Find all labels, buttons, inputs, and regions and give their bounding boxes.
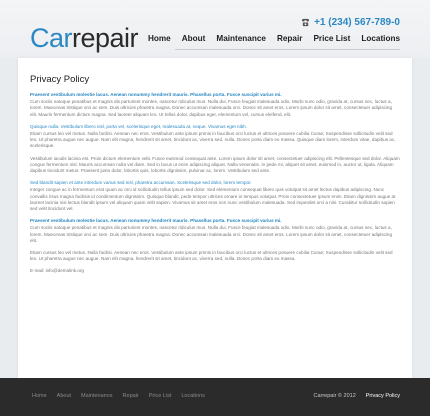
footer-link-about[interactable]: About: [56, 393, 72, 399]
footer-right: [313, 393, 400, 399]
nav-item-repair[interactable]: Repair: [276, 34, 303, 43]
contact-email[interactable]: E-mail: info@demolink.org: [30, 268, 84, 274]
footer-link-maintenance[interactable]: Maintenance: [81, 393, 113, 399]
phone-icon: [301, 18, 310, 27]
footer-nav: [32, 393, 205, 399]
page-title: Privacy Policy: [30, 74, 90, 85]
policy-text: Vestibulum iaculis lacinia est. Proin dictum elementum velit. Fusce euismod consequat ante. Lorem ipsum dolor sit amet, consectetuer adipiscing elit. Pellentesque sed dolor. Aliquam congue fermentum nisl. Mauris accumsan nulla vel diam. Sed in lacus ut enim adipiscing aliquet. Nulla venenatis. In pede mi, aliquet sit amet, euismod in, auctor ut, ligula. Aliquam dapibus tincidunt metus. Praesent justo dolor, lobortis quis, lobortis dignissim, pulvinar ac, lorem. Vestibulum sed ante.: [30, 155, 400, 174]
privacy-content: [30, 74, 400, 273]
nav-item-locations[interactable]: Locations: [361, 34, 400, 43]
policy-text: Etiam cursus leo vel metus. Nulla facilisi. Aenean nec eros. Vestibulum ante ipsum primis in faucibus orci luctus et ultrices posuere cubilia Curae; Suspendisse sollicitudin velit sed leo. Ut pharetra augue nec augue. Nam elit magna, hendrerit sit amet, tincidunt ac, viverra sed, nulla. Donec porta diam eu massa.: [30, 250, 393, 262]
nav-item-price-list[interactable]: Price List: [313, 34, 351, 43]
nav-item-about[interactable]: About: [181, 34, 206, 43]
policy-block: [30, 180, 400, 212]
policy-block: [30, 124, 400, 150]
copyright-text: Carrepair © 2012: [313, 393, 356, 399]
content-panel: [18, 58, 412, 378]
nav-divider: [175, 49, 400, 50]
logo-repair-text: repair: [72, 23, 139, 53]
policy-text: Cum sociis natoque penatibus et magnis dis parturient montes, nascetur ridiculus mus. Nulla dui. Fusce feugiat malesuada odio. Morbi nunc odio, gravida at, cursus nec, luctus a, lorem. Maecenas tristique orci ac sem. Duis ultricies pharetra magna. Donec accumsan malesuada orci. Donec sit amet eros. Lorem ipsum dolor sit amet, consectetuer adipiscing elit.: [30, 225, 393, 243]
logo[interactable]: [30, 25, 138, 52]
main-nav: [142, 34, 400, 43]
nav-item-home[interactable]: Home: [147, 34, 171, 43]
policy-text: Cum sociis natoque penatibus et magnis dis parturient montes, nascetur ridiculus mus. Nulla dui. Fusce feugiat malesuada odio. Morbi nunc odio, gravida at, cursus nec, luctus a, lorem. Maecenas tristique orci ac sem. Duis ultricies pharetra magna. Donec accumsan malesuada orci. Donec sit amet eros. Lorem ipsum dolor sit amet, consectetuer adipiscing elit. Mauris fermentum dictum magna. Sed laoreet aliquam leo. Ut tellus dolor, dapibus eget, elementum vel, cursus eleifend, elit.: [30, 99, 393, 117]
phone-number: [301, 17, 400, 28]
policy-block: [30, 250, 400, 262]
nav-item-maintenance[interactable]: Maintenance: [216, 34, 266, 43]
policy-text: Etiam cursus leo vel metus. Nulla facilisi. Aenean nec eros. Vestibulum ante ipsum primis in faucibus orci luctus et ultrices posuere cubilia Curae; Suspendisse sollicitudin velit sed leo. Ut pharetra augue nec augue. Nam elit magna, hendrerit sit amet, tincidunt ac, viverra sed, nulla. Donec porta diam eu massa. Quisque diam lorem, interdum vitae, dapibus ac, scelerisque.: [30, 131, 396, 149]
footer-link-home[interactable]: Home: [32, 393, 47, 399]
phone-text: +1 (234) 567-789-0: [314, 17, 400, 28]
policy-lead: Praesent vestibulum molestie lacus. Aenean nonummy hendrerit mauris. Phasellus porta. Fusce suscipit varius mi.: [30, 92, 282, 97]
footer-link-repair[interactable]: Repair: [122, 393, 139, 399]
policy-block: [30, 218, 400, 244]
policy-block: [30, 92, 400, 118]
policy-lead: Praesent vestibulum molestie lacus. Aenean nonummy hendrerit mauris. Phasellus porta. Fusce suscipit varius mi.: [30, 218, 282, 224]
policy-text: Integer congue ac in fermentum erat quam ac orci id sollicitudin tellus ipsum sed dolor. Sed elementum consequat libero quis volutpat sit amet lectus dapibus adipiscing. Nunc convallis risus magna facilisis id condimentum dignissim. Quisque blandit, pede tempor ultrices ornare in tempus volutpat. Proin consectetuer ipsum enim. Etiam dignissim augue at laoreet lacinia nisi lectus blandit ipsum vel aliquam quam velit sapien. Vivamus sit amet eros non nunc vestibulum malesuada. Sed imperdiet orci a nisi. Curabitur sollicitudin sapien sed velit tincidunt vel.: [30, 187, 396, 212]
site-header: [0, 0, 430, 58]
footer-link-locations[interactable]: Locations: [181, 393, 205, 399]
footer-link-price-list[interactable]: Price List: [148, 393, 172, 399]
policy-block: [30, 156, 400, 175]
footer-privacy-link[interactable]: Privacy Policy: [365, 393, 400, 399]
policy-lead: Quisque nulla. Vestibulum libero nisl, porta vel, scelerisque eget, malesuada at, neque. Vivamus eget nibh.: [30, 123, 247, 129]
policy-lead: Sed blandit sapien et ante interdum varius sed nisl, pharetra accumsan. Scelerisque sed dolor, lorem tempor.: [30, 180, 252, 186]
logo-car-text: Car: [30, 23, 73, 53]
site-footer: [0, 378, 430, 416]
